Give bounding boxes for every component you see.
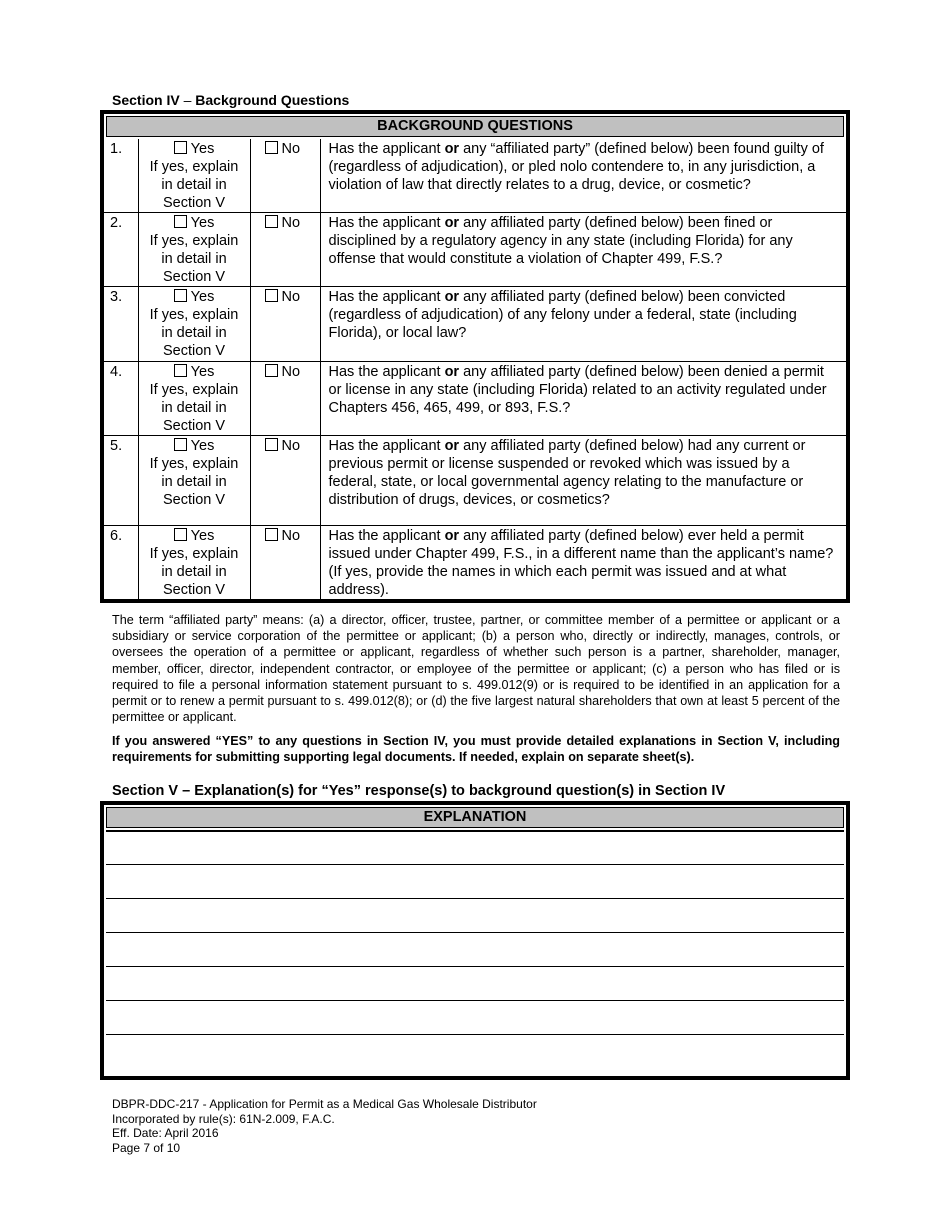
question-text-body: any affiliated party (defined below) been convicted (regardless of adjudication) of any felony under a federal, state (including Florida), or local law?: [328, 289, 797, 341]
section-iv-label: Section IV: [112, 92, 180, 108]
explanation-line-2[interactable]: [106, 864, 844, 898]
yes-cell: [138, 436, 250, 526]
question-row: [104, 139, 846, 213]
question-row: [104, 526, 846, 601]
explain-line-2: in detail in: [161, 564, 227, 580]
question-text-lead: Has the applicant: [328, 141, 445, 157]
explain-line-3: Section V: [162, 343, 226, 359]
yes-label: Yes: [190, 528, 215, 544]
no-checkbox[interactable]: [265, 364, 278, 377]
explanation-line-4[interactable]: [106, 932, 844, 966]
yes-cell: [138, 362, 250, 436]
no-label: No: [281, 289, 301, 305]
question-number: 4.: [104, 362, 138, 436]
no-checkbox[interactable]: [265, 215, 278, 228]
footer-rule: Incorporated by rule(s): 61N-2.009, F.A.C.: [112, 1111, 335, 1126]
no-cell: [250, 139, 320, 213]
question-text-body: any affiliated party (defined below) ever held a permit issued under Chapter 499, F.S., in a different name than the applicant’s name? (If yes, provide the names in which each permit was issued and at what address).: [328, 528, 834, 598]
question-text-body: any affiliated party (defined below) had any current or previous permit or license suspended or revoked which was issued by a federal, state, or local governmental agency relating to the manufacture or distribution of drugs, devices, or cosmetics?: [328, 438, 806, 508]
explain-line-3: Section V: [162, 195, 226, 211]
question-row: [104, 213, 846, 287]
yes-label: Yes: [190, 141, 215, 157]
yes-checkbox[interactable]: [174, 364, 187, 377]
explanation-line-1[interactable]: [106, 830, 844, 864]
yes-cell: [138, 526, 250, 601]
question-row: [104, 436, 846, 526]
yes-label: Yes: [190, 289, 215, 305]
yes-label: Yes: [190, 438, 215, 454]
question-text: [320, 139, 846, 213]
question-text-or: or: [444, 438, 460, 454]
explanation-rows: [106, 830, 844, 1068]
explanation-line-6[interactable]: [106, 1000, 844, 1034]
question-text-lead: Has the applicant: [328, 289, 445, 305]
question-text-body: any “affiliated party” (defined below) been found guilty of (regardless of adjudication), or pled nolo contendere to, in any jurisdiction, a violation of law that directly relates to a drug, device, or cosmetic?: [328, 141, 824, 193]
question-text: [320, 362, 846, 436]
question-text-lead: Has the applicant: [328, 528, 445, 544]
question-number: 1.: [104, 139, 138, 213]
yes-label: Yes: [190, 215, 215, 231]
explanation-table: [100, 801, 850, 1080]
no-cell: [250, 526, 320, 601]
yes-cell: [138, 287, 250, 362]
question-text: [320, 213, 846, 287]
explain-line-3: Section V: [162, 418, 226, 434]
explain-line-1: If yes, explain: [149, 233, 239, 249]
yes-checkbox[interactable]: [174, 528, 187, 541]
section-iv-subtitle: Background Questions: [195, 92, 350, 108]
no-label: No: [281, 528, 301, 544]
question-text-or: or: [444, 364, 460, 380]
background-questions-grid: [104, 139, 846, 601]
question-text: [320, 287, 846, 362]
yes-label: Yes: [190, 364, 215, 380]
question-text-body: any affiliated party (defined below) been fined or disciplined by a regulatory agency in any state (including Florida) for any offense that would constitute a violation of Chapter 499, F.S.?: [328, 215, 793, 267]
explain-line-3: Section V: [162, 582, 226, 598]
footer-form-id: DBPR-DDC-217 - Application for Permit as a Medical Gas Wholesale Distributor: [112, 1097, 537, 1111]
affiliated-party-definition: The term “affiliated party” means: (a) a director, officer, trustee, partner, or committee member of a permittee or applicant or a subsidiary or service corporation of the permittee or applicant; (b) a person who, directly or indirectly, manages, controls, or oversees the operation of a permittee or applicant, regardless of whether such person is a partner, shareholder, manager, member, officer, director, independent contractor, or employee of the permittee or applicant; (c) a person who has filed or is required to file a personal information statement pursuant to s. 499.012(9) or is required to be identified in an application for a permit or to renew a permit pursuant to s. 499.012(8); or (d) the five largest natural shareholders that own at least 5 percent of the permittee or applicant.: [112, 613, 840, 725]
explanation-line-7[interactable]: [106, 1034, 844, 1068]
no-label: No: [281, 364, 301, 380]
yes-cell: [138, 213, 250, 287]
no-label: No: [281, 438, 301, 454]
question-row: [104, 287, 846, 362]
yes-checkbox[interactable]: [174, 438, 187, 451]
form-footer: [112, 1097, 537, 1155]
question-number: 2.: [104, 213, 138, 287]
explain-line-1: If yes, explain: [149, 382, 239, 398]
no-checkbox[interactable]: [265, 141, 278, 154]
no-cell: [250, 436, 320, 526]
no-label: No: [281, 215, 301, 231]
question-row: [104, 362, 846, 436]
no-cell: [250, 362, 320, 436]
question-text-lead: Has the applicant: [328, 215, 445, 231]
no-checkbox[interactable]: [265, 528, 278, 541]
question-number: 3.: [104, 287, 138, 362]
question-text-or: or: [444, 289, 460, 305]
background-questions-header: BACKGROUND QUESTIONS: [106, 116, 844, 137]
explanation-line-3[interactable]: [106, 898, 844, 932]
no-label: No: [281, 141, 301, 157]
no-checkbox[interactable]: [265, 289, 278, 302]
explain-line-1: If yes, explain: [149, 159, 239, 175]
yes-cell: [138, 139, 250, 213]
question-text-or: or: [444, 528, 460, 544]
question-text-body: any affiliated party (defined below) been denied a permit or license in any state (including Florida) related to an activity regulated under Chapters 456, 465, 499, or 893, F.S.?: [328, 364, 827, 416]
explain-line-2: in detail in: [161, 474, 227, 490]
question-number: 6.: [104, 526, 138, 601]
section-v-title: Section V – Explanation(s) for “Yes” response(s) to background question(s) in Section IV: [112, 783, 726, 799]
explain-line-1: If yes, explain: [149, 456, 239, 472]
explanation-line-5[interactable]: [106, 966, 844, 1000]
explain-line-3: Section V: [162, 492, 226, 508]
footer-eff-date: Eff. Date: April 2016: [112, 1126, 219, 1140]
question-text: [320, 436, 846, 526]
no-checkbox[interactable]: [265, 438, 278, 451]
explain-line-2: in detail in: [161, 251, 227, 267]
no-cell: [250, 213, 320, 287]
question-text-lead: Has the applicant: [328, 364, 445, 380]
footer-page-number: Page 7 of 10: [112, 1140, 181, 1155]
question-text-or: or: [444, 215, 460, 231]
explain-line-2: in detail in: [161, 400, 227, 416]
question-text-lead: Has the applicant: [328, 438, 445, 454]
explanation-header: EXPLANATION: [106, 807, 844, 828]
question-text-or: or: [444, 141, 460, 157]
explain-line-3: Section V: [162, 269, 226, 285]
explain-line-2: in detail in: [161, 177, 227, 193]
section-iv-dash: –: [179, 92, 196, 108]
yes-checkbox[interactable]: [174, 289, 187, 302]
question-number: 5.: [104, 436, 138, 526]
yes-checkbox[interactable]: [174, 215, 187, 228]
explain-line-2: in detail in: [161, 325, 227, 341]
background-questions-table: [100, 110, 850, 603]
no-cell: [250, 287, 320, 362]
yes-checkbox[interactable]: [174, 141, 187, 154]
explain-line-1: If yes, explain: [149, 546, 239, 562]
question-text: [320, 526, 846, 601]
section-iv-title: [112, 92, 349, 108]
explain-line-1: If yes, explain: [149, 307, 239, 323]
yes-answer-instruction: If you answered “YES” to any questions in Section IV, you must provide detailed explanations in Section V, including requirements for submitting supporting legal documents. If needed, explain on separate sheet(s).: [112, 734, 840, 765]
